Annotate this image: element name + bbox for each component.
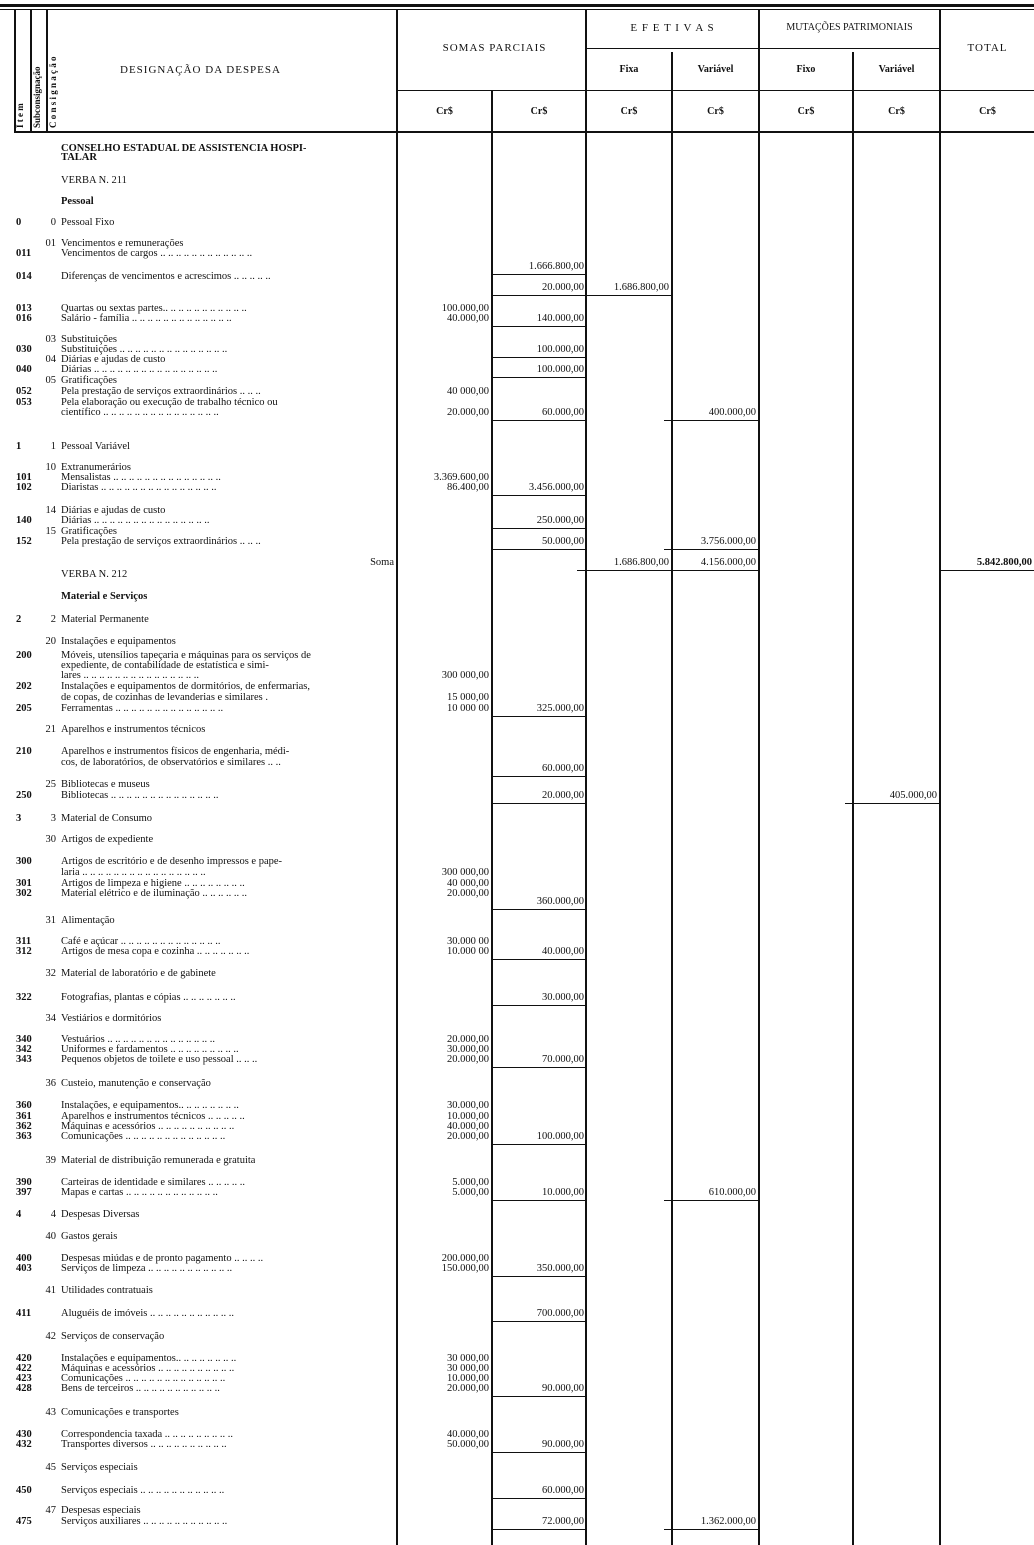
amount-rule: [664, 1200, 758, 1201]
row-amount-c4: 4.156.000,00: [700, 557, 756, 568]
row-sub: 4: [50, 1209, 56, 1220]
amount-rule: [492, 295, 586, 296]
row-code: 450: [16, 1485, 32, 1496]
row-code: 340: [16, 1034, 32, 1045]
row-code: 0: [16, 217, 22, 228]
row-amount-c1: 40 000,00: [447, 386, 489, 397]
currency-label: Cr$: [620, 106, 638, 117]
row-code: 322: [16, 992, 32, 1003]
row-code: 200: [16, 650, 32, 661]
header-bottom-rule: [14, 131, 1034, 133]
row-code: 432: [16, 1439, 32, 1450]
amount-rule: [664, 420, 758, 421]
row-code: 250: [16, 790, 32, 801]
amount-rule: [492, 420, 586, 421]
col-sep-mutacoes: [758, 9, 760, 1545]
amount-rule: [492, 1005, 586, 1006]
row-code: 311: [16, 936, 32, 947]
row-amount-c1: 30.000,00: [447, 1044, 489, 1055]
amount-rule: [492, 1276, 586, 1277]
row-code: 300: [16, 856, 32, 867]
row-desc: Custeio, manutenção e conservação: [61, 1078, 211, 1089]
row-amount-c2: 50.000,00: [542, 536, 584, 547]
amount-rule: [492, 357, 586, 358]
row-code: 361: [16, 1111, 32, 1122]
header-item: I t e m: [15, 103, 25, 128]
amount-rule: [664, 570, 758, 571]
row-sub: 43: [45, 1407, 56, 1418]
row-amount-c2: 72.000,00: [542, 1516, 584, 1527]
row-sub: 03: [45, 334, 56, 345]
row-amount-c2: 250.000,00: [536, 515, 584, 526]
row-desc: Máquinas e acessórios .. .. .. .. .. .. .. .. .. ..: [61, 1121, 235, 1132]
currency-label: Cr$: [436, 106, 453, 117]
row-amount-c1: 40.000,00: [447, 1121, 489, 1132]
row-amount-c2: 3.456.000,00: [528, 482, 584, 493]
row-code: 014: [16, 271, 32, 282]
row-amount-c1: 20.000,00: [447, 1131, 489, 1142]
row-desc: Serviços auxiliares .. .. .. .. .. .. .. .. .. .. ..: [61, 1516, 228, 1527]
header-sub-rule: [585, 48, 939, 49]
row-amount-c2: 140.000,00: [536, 313, 584, 324]
row-amount-c1: 20.000,00: [447, 407, 489, 418]
row-sub: 42: [45, 1331, 56, 1342]
row-sub: 25: [45, 779, 56, 790]
row-amount-c2: 70.000,00: [542, 1054, 584, 1065]
row-code: 312: [16, 946, 32, 957]
row-amount-c2: 20.000,00: [542, 790, 584, 801]
row-sub: 05: [45, 375, 56, 386]
row-code: 205: [16, 703, 32, 714]
row-sub: 31: [45, 915, 56, 926]
row-desc: Mapas e cartas .. .. .. .. .. .. .. .. .. .. .. ..: [61, 1187, 218, 1198]
row-amount-c2: 30.000,00: [542, 992, 584, 1003]
row-amount-c1: 40 000,00: [447, 878, 489, 889]
amount-rule: [492, 803, 586, 804]
row-desc: Utilidades contratuais: [61, 1285, 153, 1296]
header-mutacoes: MUTAÇÕES PATRIMONIAIS: [786, 22, 913, 33]
row-code: 030: [16, 344, 32, 355]
col-sep-fixa: [671, 52, 673, 1545]
row-desc: Pequenos objetos de toilete e uso pessoal .. .. ..: [61, 1054, 258, 1065]
row-amount-c1: 10.000,00: [447, 1111, 489, 1122]
row-amount-c1: 10 000 00: [447, 703, 489, 714]
row-desc: Aluguéis de imóveis .. .. .. .. .. .. .. .. .. .. ..: [61, 1308, 234, 1319]
amount-rule: [492, 377, 586, 378]
row-desc: Artigos de expediente: [61, 834, 154, 845]
row-desc: Substituições .. .. .. .. .. .. .. .. .. .. .. .. .. ..: [61, 344, 228, 355]
row-desc: lares .. .. .. .. .. .. .. .. .. .. .. .. .. .. ..: [61, 670, 199, 681]
row-desc: Despesas especiais: [61, 1505, 141, 1516]
row-sub: 10: [45, 462, 56, 473]
amount-rule: [492, 528, 586, 529]
row-sub: 2: [50, 614, 56, 625]
row-sub: 36: [45, 1078, 56, 1089]
row-amount-c1: 20.000,00: [447, 1034, 489, 1045]
row-code: 016: [16, 313, 32, 324]
row-amount-c2: 350.000,00: [536, 1263, 584, 1274]
row-desc: VERBA N. 211: [61, 175, 127, 186]
row-desc: de copas, de cozinhas de levanderias e similares .: [61, 692, 269, 703]
currency-label: Cr$: [707, 106, 724, 117]
row-sub: 14: [45, 505, 56, 516]
row-amount-c1: 3.369.600,00: [433, 472, 489, 483]
row-amount-c1: 40.000,00: [447, 1429, 489, 1440]
row-amount-c2: 360.000,00: [536, 896, 584, 907]
row-code: 040: [16, 364, 32, 375]
row-code: 1: [16, 441, 22, 452]
row-desc: Despesas Diversas: [61, 1209, 140, 1220]
row-desc: Diárias e ajudas de custo: [61, 505, 166, 516]
row-desc: Substituições: [61, 334, 118, 345]
row-desc: Material Permanente: [61, 614, 149, 625]
row-desc: laria .. .. .. .. .. .. .. .. .. .. .. .. .. .. .. ..: [61, 867, 206, 878]
row-desc: Uniformes e fardamentos .. .. .. .. .. .. .. .. ..: [61, 1044, 239, 1055]
row-desc: Diárias .. .. .. .. .. .. .. .. .. .. .. .. .. .. ..: [61, 515, 210, 526]
col-sep-somas: [491, 90, 493, 1545]
row-desc: científico .. .. .. .. .. .. .. .. .. .. .. .. .. .. ..: [61, 407, 219, 418]
amount-rule: [492, 326, 586, 327]
row-code: 302: [16, 888, 32, 899]
row-code: 4: [16, 1209, 22, 1220]
row-code: 210: [16, 746, 32, 757]
row-amount-c2: 20.000,00: [542, 282, 584, 293]
row-code: 430: [16, 1429, 32, 1440]
row-code: 052: [16, 386, 32, 397]
row-desc: Vestuários .. .. .. .. .. .. .. .. .. .. .. .. .. ..: [61, 1034, 215, 1045]
top-rule: [0, 4, 1034, 7]
row-desc: Bibliotecas .. .. .. .. .. .. .. .. .. .. .. .. .. ..: [61, 790, 219, 801]
row-sub: 04: [45, 354, 56, 365]
row-sub: 15: [45, 526, 56, 537]
row-code: 3: [16, 813, 22, 824]
header-variavel-mut: Variável: [878, 64, 915, 75]
row-desc: Diárias e ajudas de custo: [61, 354, 166, 365]
row-desc: Móveis, utensílios tapeçaria e máquinas para os serviços de: [61, 650, 311, 661]
row-desc: Artigos de mesa copa e cozinha .. .. .. .. .. .. ..: [61, 946, 250, 957]
row-sub: 40: [45, 1231, 56, 1242]
row-code: 420: [16, 1353, 32, 1364]
row-desc: Aparelhos e instrumentos técnicos: [61, 724, 206, 735]
row-code: 101: [16, 472, 32, 483]
row-desc: Material e Serviços: [61, 591, 148, 602]
row-code: 411: [16, 1308, 32, 1319]
row-amount-c1: 300 000,00: [441, 867, 489, 878]
row-amount-c1: 20.000,00: [447, 1054, 489, 1065]
row-sub: 39: [45, 1155, 56, 1166]
row-sub: 21: [45, 724, 56, 735]
row-amount-c2: 90.000,00: [542, 1383, 584, 1394]
row-code: 390: [16, 1177, 32, 1188]
row-amount-c1: 5.000,00: [452, 1187, 489, 1198]
row-code: 428: [16, 1383, 32, 1394]
row-code: 423: [16, 1373, 32, 1384]
row-code: 403: [16, 1263, 32, 1274]
amount-rule: [492, 1498, 586, 1499]
row-desc: Vestiários e dormitórios: [61, 1013, 162, 1024]
amount-rule: [492, 1396, 586, 1397]
row-code: 202: [16, 681, 32, 692]
row-amount-c1: 200.000,00: [441, 1253, 489, 1264]
amount-rule: [492, 274, 586, 275]
row-desc: Artigos de limpeza e higiene .. .. .. .. .. .. .. ..: [61, 878, 245, 889]
row-code: 397: [16, 1187, 32, 1198]
amount-rule: [492, 1529, 586, 1530]
row-desc: Transportes diversos .. .. .. .. .. .. .. .. .. ..: [61, 1439, 227, 1450]
row-code: 2: [16, 614, 22, 625]
row-desc: Comunicações .. .. .. .. .. .. .. .. .. .. .. .. ..: [61, 1131, 226, 1142]
row-desc: Diaristas .. .. .. .. .. .. .. .. .. .. .. .. .. .. ..: [61, 482, 217, 493]
row-desc: Instalações e equipamentos: [61, 636, 176, 647]
row-sub: 41: [45, 1285, 56, 1296]
row-desc: Serviços de conservação: [61, 1331, 165, 1342]
row-desc: Quartas ou sextas partes.. .. .. .. .. .. .. .. .. .. ..: [61, 303, 247, 314]
header-somas: SOMAS PARCIAIS: [442, 42, 547, 54]
row-desc: Pela prestação de serviços extraordinários .. .. ..: [61, 386, 261, 397]
row-desc: Gratificações: [61, 375, 117, 386]
row-sub: 20: [45, 636, 56, 647]
row-amount-c2: 100.000,00: [536, 1131, 584, 1142]
row-desc: Comunicações e transportes: [61, 1407, 179, 1418]
currency-label: Cr$: [797, 106, 815, 117]
row-amount-c2: 100.000,00: [536, 344, 584, 355]
row-desc: Vencimentos de cargos .. .. .. .. .. .. .. .. .. .. .. ..: [61, 248, 253, 259]
row-desc: expediente, de contabilidade de estatística e simi-: [61, 660, 269, 671]
row-sub: 3: [50, 813, 56, 824]
row-amount-c2: 60.000,00: [542, 763, 584, 774]
amount-rule: [940, 570, 1034, 571]
row-desc: Diárias .. .. .. .. .. .. .. .. .. .. .. .. .. .. .. ..: [61, 364, 218, 375]
row-amount-c2: 40.000,00: [542, 946, 584, 957]
row-desc: Correspondencia taxada .. .. .. .. .. .. .. .. ..: [61, 1429, 234, 1440]
row-soma: Soma: [370, 557, 394, 568]
row-amount-c2: 325.000,00: [536, 703, 584, 714]
row-code: 011: [16, 248, 32, 259]
row-desc: Aparelhos e instrumentos físicos de engenharia, médi-: [61, 746, 290, 757]
row-amount-c1: 100.000,00: [441, 303, 489, 314]
amount-rule: [492, 716, 586, 717]
row-code: 342: [16, 1044, 32, 1055]
row-desc: Gratificações: [61, 526, 117, 537]
row-sub: 01: [45, 238, 56, 249]
row-amount-c6: 405.000,00: [889, 790, 937, 801]
row-desc: Serviços especiais .. .. .. .. .. .. .. .. .. .. ..: [61, 1485, 225, 1496]
row-desc: Pela elaboração ou execução de trabalho técnico ou: [61, 397, 278, 408]
col-sep-desc: [396, 9, 398, 1545]
row-amount-c1: 150.000,00: [441, 1263, 489, 1274]
row-desc: Instalações e equipamentos de dormitórios, de enfermarias,: [61, 681, 310, 692]
header-fixa: Fixa: [619, 64, 639, 75]
row-code: 422: [16, 1363, 32, 1374]
row-desc: Material de distribuição remunerada e gratuita: [61, 1155, 256, 1166]
row-desc: CONSELHO ESTADUAL DE ASSISTENCIA HOSPI-: [61, 143, 307, 154]
amount-rule: [492, 959, 586, 960]
amount-rule: [492, 495, 586, 496]
amount-rule: [664, 549, 758, 550]
row-code: 102: [16, 482, 32, 493]
row-desc: Diferenças de vencimentos e acrescimos .. .. .. .. ..: [61, 271, 271, 282]
row-code: 343: [16, 1054, 32, 1065]
row-code: 363: [16, 1131, 32, 1142]
row-desc: VERBA N. 212: [61, 569, 128, 580]
row-desc: Mensalistas .. .. .. .. .. .. .. .. .. .. .. .. .. ..: [61, 472, 221, 483]
row-sub: 34: [45, 1013, 56, 1024]
row-amount-c2: 10.000,00: [542, 1187, 584, 1198]
currency-label: Cr$: [888, 106, 905, 117]
row-code: 053: [16, 397, 32, 408]
row-desc: Bens de terceiros .. .. .. .. .. .. .. .. .. .. ..: [61, 1383, 220, 1394]
row-desc: Serviços de limpeza .. .. .. .. .. .. .. .. .. .. ..: [61, 1263, 233, 1274]
row-sub: 30: [45, 834, 56, 845]
row-desc: Carteiras de identidade e similares .. .. .. .. ..: [61, 1177, 245, 1188]
row-amount-c4: 1.362.000,00: [700, 1516, 756, 1527]
amount-rule: [492, 1144, 586, 1145]
row-amount-c4: 610.000,00: [708, 1187, 756, 1198]
col-sep-efetivas: [585, 9, 587, 1545]
header-total: TOTAL: [967, 42, 1008, 54]
header-efetivas: E F E T I V A S: [630, 22, 715, 34]
row-amount-c4: 3.756.000,00: [700, 536, 756, 547]
row-desc: Instalações, e equipamentos.. .. .. .. .. .. .. ..: [61, 1100, 239, 1111]
row-amount-c7: 5.842.800,00: [976, 557, 1032, 568]
amount-rule: [577, 295, 671, 296]
row-amount-c3: 1.686.800,00: [613, 282, 669, 293]
amount-rule: [492, 1321, 586, 1322]
row-amount-c2: 100.000,00: [536, 364, 584, 375]
row-amount-c4: 400.000,00: [708, 407, 756, 418]
row-desc: Material de Consumo: [61, 813, 152, 824]
row-amount-c1: 86.400,00: [447, 482, 489, 493]
row-desc: Vencimentos e remunerações: [61, 238, 184, 249]
row-desc: Pessoal Variável: [61, 441, 130, 452]
row-sub: 47: [45, 1505, 56, 1516]
amount-rule: [845, 803, 939, 804]
row-desc: Extranumerários: [61, 462, 131, 473]
row-amount-c2: 60.000,00: [542, 407, 584, 418]
row-amount-c2: 90.000,00: [542, 1439, 584, 1450]
row-code: 013: [16, 303, 32, 314]
amount-rule: [577, 570, 671, 571]
row-desc: Pessoal Fixo: [61, 217, 115, 228]
row-amount-c1: 20.000,00: [447, 1383, 489, 1394]
row-amount-c1: 5.000,00: [452, 1177, 489, 1188]
row-desc: Serviços especiais: [61, 1462, 138, 1473]
row-sub: 32: [45, 968, 56, 979]
row-desc: Alimentação: [61, 915, 115, 926]
row-code: 400: [16, 1253, 32, 1264]
row-desc: Ferramentas .. .. .. .. .. .. .. .. .. .. .. .. .. ..: [61, 703, 224, 714]
row-code: 362: [16, 1121, 32, 1132]
row-amount-c1: 15 000,00: [447, 692, 489, 703]
row-amount-c1: 20.000,00: [447, 888, 489, 899]
row-desc: Bibliotecas e museus: [61, 779, 150, 790]
row-desc: Gastos gerais: [61, 1231, 118, 1242]
amount-rule: [664, 1529, 758, 1530]
row-sub: 45: [45, 1462, 56, 1473]
row-code: 140: [16, 515, 32, 526]
row-desc: Aparelhos e instrumentos técnicos .. .. .. .. ..: [61, 1111, 245, 1122]
col-sep-total: [939, 9, 941, 1545]
row-code: 301: [16, 878, 32, 889]
row-amount-c3: 1.686.800,00: [613, 557, 669, 568]
row-desc: Máquinas e acessórios .. .. .. .. .. .. .. .. .. ..: [61, 1363, 235, 1374]
row-desc: Material elétrico e de iluminação .. .. .. .. .. ..: [61, 888, 248, 899]
row-desc: Instalações e equipamentos.. .. .. .. .. .. .. ..: [61, 1353, 237, 1364]
row-amount-c1: 50.000,00: [447, 1439, 489, 1450]
currency-label: Cr$: [979, 106, 996, 117]
row-sub: 0: [50, 217, 56, 228]
row-desc: Café e açúcar .. .. .. .. .. .. .. .. .. .. .. .. ..: [61, 936, 221, 947]
amount-rule: [492, 1200, 586, 1201]
header-fixo: Fixo: [796, 64, 816, 75]
row-amount-c1: 30 000,00: [447, 1353, 489, 1364]
row-amount-c1: 300 000,00: [441, 670, 489, 681]
row-desc: cos, de laboratórios, de observatórios e similares .. ..: [61, 757, 281, 768]
row-desc: Pela prestação de serviços extraordinários .. .. ..: [61, 536, 261, 547]
row-amount-c2: 1.666.800,00: [528, 261, 584, 272]
row-code: 360: [16, 1100, 32, 1111]
row-amount-c1: 30.000,00: [447, 1100, 489, 1111]
row-amount-c1: 40.000,00: [447, 313, 489, 324]
row-desc: Comunicações .. .. .. .. .. .. .. .. .. .. .. .. ..: [61, 1373, 226, 1384]
row-desc: Despesas miúdas e de pronto pagamento .. .. .. ..: [61, 1253, 264, 1264]
row-amount-c2: 700.000,00: [536, 1308, 584, 1319]
amount-rule: [492, 1452, 586, 1453]
amount-rule: [492, 549, 586, 550]
row-amount-c1: 10.000,00: [447, 1373, 489, 1384]
header-consignacao: C o n s i g n a ç ã o: [48, 56, 58, 128]
row-amount-c1: 30.000 00: [447, 936, 489, 947]
row-desc: Artigos de escritório e de desenho impressos e pape-: [61, 856, 283, 867]
row-code: 152: [16, 536, 32, 547]
row-amount-c2: 60.000,00: [542, 1485, 584, 1496]
amount-rule: [492, 776, 586, 777]
top-rule-thin: [0, 9, 1034, 10]
row-code: 475: [16, 1516, 32, 1527]
amount-rule: [492, 1067, 586, 1068]
header-currency-rule: [396, 90, 1034, 91]
row-desc: Salário - família .. .. .. .. .. .. .. .. .. .. .. .. ..: [61, 313, 232, 324]
row-amount-c1: 30 000,00: [447, 1363, 489, 1374]
row-desc: Fotografias, plantas e cópias .. .. .. .. .. .. ..: [61, 992, 236, 1003]
row-desc: TALAR: [61, 152, 97, 163]
row-sub: 1: [50, 441, 56, 452]
currency-label: Cr$: [530, 106, 548, 117]
amount-rule: [492, 909, 586, 910]
row-desc: Pessoal: [61, 196, 94, 207]
row-desc: Material de laboratório e de gabinete: [61, 968, 216, 979]
header-subconsignacao: Subconsignação: [32, 66, 42, 128]
header-variavel: Variável: [697, 64, 734, 75]
header-designacao: DESIGNAÇÃO DA DESPESA: [120, 64, 281, 76]
row-amount-c1: 10.000 00: [447, 946, 489, 957]
